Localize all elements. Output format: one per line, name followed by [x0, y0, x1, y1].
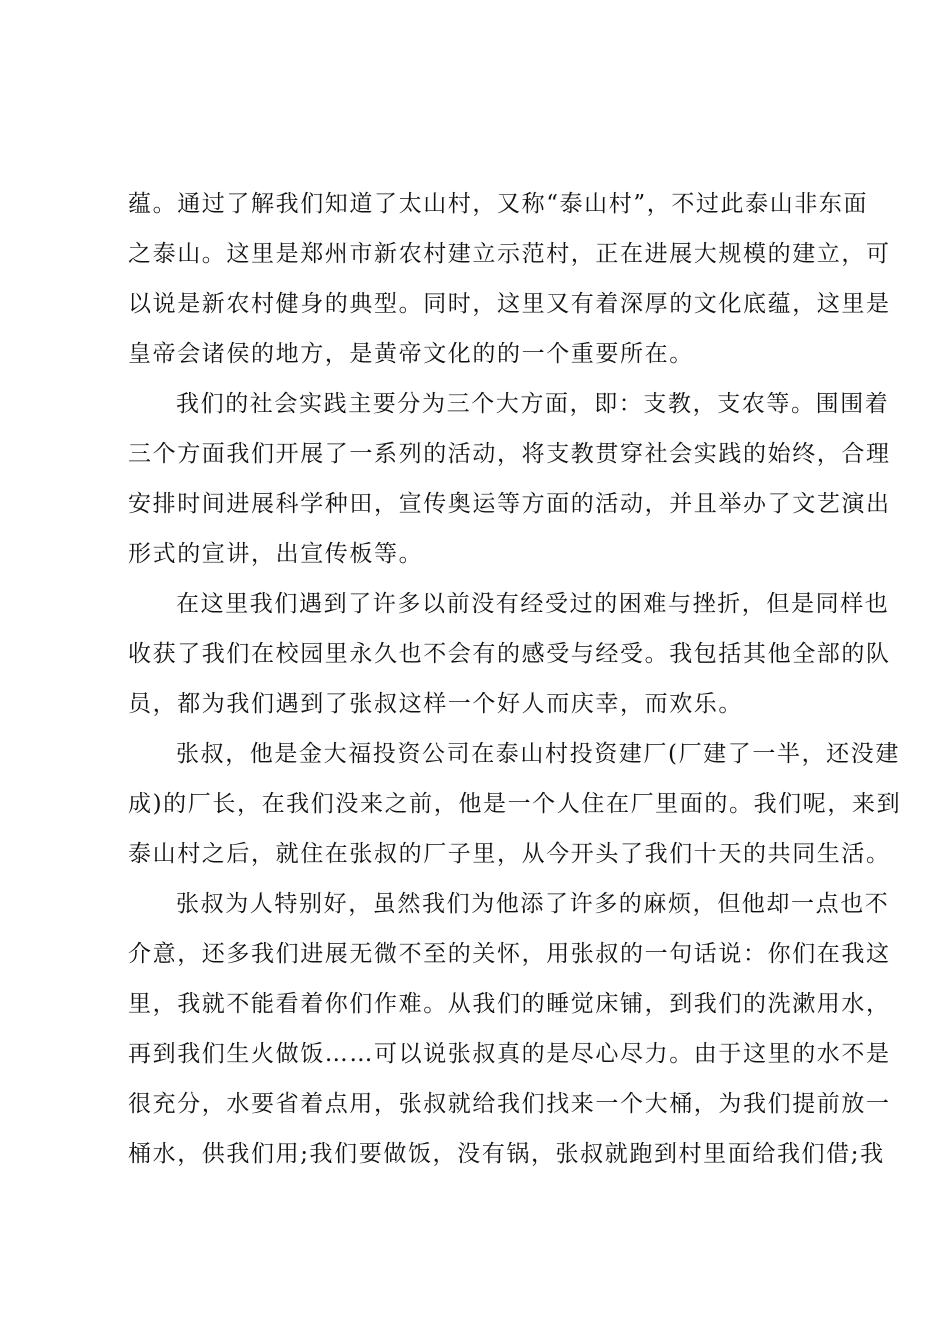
text-line: 张叔，他是金大福投资公司在泰山村投资建厂(厂建了一半，还没建 — [176, 741, 900, 767]
text-line: 里，我就不能看着你们作难。从我们的睡觉床铺，到我们的洗漱用水， — [128, 991, 891, 1017]
paragraph — [128, 179, 891, 379]
paragraph — [128, 879, 891, 1179]
text-line: 皇帝会诸侯的地方，是黄帝文化的的一个重要所在。 — [128, 341, 694, 367]
text-line: 安排时间进展科学种田，宣传奥运等方面的活动，并且举办了文艺演出 — [128, 491, 891, 517]
text-line: 很充分，水要省着点用，张叔就给我们找来一个大桶，为我们提前放一 — [128, 1091, 891, 1117]
text-line: 之泰山。这里是郑州市新农村建立示范村，正在进展大规模的建立，可 — [128, 241, 891, 267]
text-line: 再到我们生火做饭……可以说张叔真的是尽心尽力。由于这里的水不是 — [128, 1041, 891, 1067]
document-body — [128, 179, 902, 1179]
text-line: 三个方面我们开展了一系列的活动，将支教贯穿社会实践的始终，合理 — [128, 441, 891, 467]
text-line: 蕴。通过了解我们知道了太山村，又称“泰山村”，不过此泰山非东面 — [128, 191, 869, 217]
text-line: 在这里我们遇到了许多以前没有经受过的困难与挫折，但是同样也 — [176, 591, 890, 617]
paragraph — [128, 729, 902, 879]
text-line: 张叔为人特别好，虽然我们为他添了许多的麻烦，但他却一点也不 — [176, 891, 890, 917]
text-line: 介意，还多我们进展无微不至的关怀，用张叔的一句话说：你们在我这 — [128, 941, 891, 967]
text-line: 桶水，供我们用;我们要做饭，没有锅，张叔就跑到村里面给我们借;我 — [128, 1141, 885, 1167]
text-line: 形式的宣讲，出宣传板等。 — [128, 541, 424, 567]
paragraph — [128, 379, 891, 579]
text-line: 员，都为我们遇到了张叔这样一个好人而庆幸，而欢乐。 — [128, 691, 743, 717]
paragraph — [128, 579, 891, 729]
text-line: 以说是新农村健身的典型。同时，这里又有着深厚的文化底蕴，这里是 — [128, 291, 891, 317]
text-line: 泰山村之后，就住在张叔的厂子里，从今开头了我们十天的共同生活。 — [128, 841, 891, 867]
text-line: 收获了我们在校园里永久也不会有的感受与经受。我包括其他全部的队 — [128, 641, 891, 667]
text-line: 我们的社会实践主要分为三个大方面，即：支教，支农等。围围着 — [176, 391, 890, 417]
text-line: 成)的厂长，在我们没来之前，他是一个人住在厂里面的。我们呢，来到 — [128, 791, 902, 817]
